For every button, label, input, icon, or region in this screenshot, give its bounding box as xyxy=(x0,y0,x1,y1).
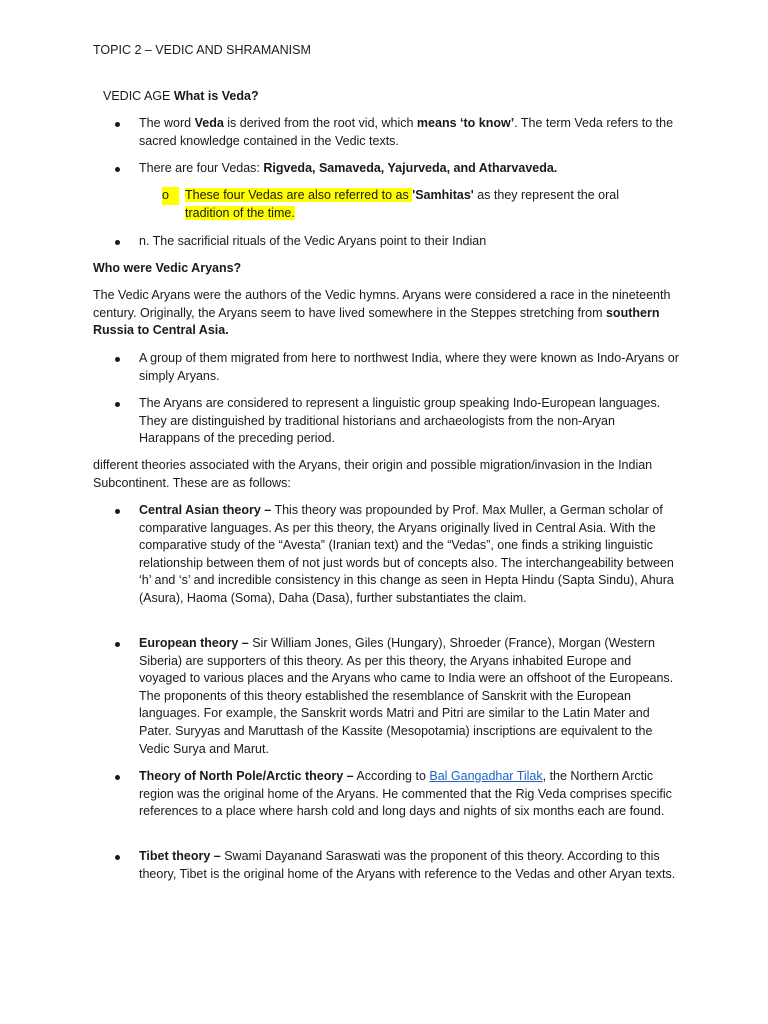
text: n. The sacrificial rituals of the Vedic Aryans point to their Indian xyxy=(139,234,487,248)
text: . The term Veda refers to the sacred knowledge contained in the Vedic texts. xyxy=(139,116,674,148)
bold-text: Veda xyxy=(194,116,224,130)
theories-intro-paragraph: different theories associated with the Aryans, their origin and possible migration/invasion in the Indian Subcontinent. These are as follows: xyxy=(93,458,653,490)
bullet-dot xyxy=(115,240,120,245)
theory-text: Sir William Jones, Giles (Hungary), Shroeder (France), Morgan (Western Siberia) are supporters of this theory. As per this theory, the Aryans inhabited Europe and voyaged to various places and the Aryans who came to India were an offshoot of the Europeans. The proponents of this theory established the resemblance of Sanskrit with the European languages. For example, the Sanskrit words Matri and Pitri are similar to the Latin Mater and Pater. Suryyas and Maruttash of the Kassite (Mesopotamia) inscriptions are equivalent to the Vedic Surya and Marut. xyxy=(139,636,674,756)
vedic-aryans-paragraph xyxy=(93,287,678,340)
vedic-age-heading xyxy=(103,88,688,106)
bullet-dot xyxy=(115,122,120,127)
heading-bold-text: What is Veda? xyxy=(173,89,259,103)
text: The Vedic Aryans were the authors of the Vedic hymns. Aryans were considered a race in the nineteenth century. Originally, the Aryans seem to have lived somewhere in the Steppes stretching from xyxy=(93,288,671,320)
theory-text: , the Northern Arctic region was the original home of the Aryans. He commented that the Rig Veda comprises specific references to a place where harsh cold and long days and nights of six months each are found. xyxy=(139,769,672,819)
theory-text: According to xyxy=(353,769,430,783)
tilak-link[interactable]: Bal Gangadhar Tilak xyxy=(429,769,543,783)
theory-arctic xyxy=(139,768,679,821)
bold-text: Rigveda, Samaveda, Yajurveda, and Atharvaveda. xyxy=(263,161,558,175)
vedic-aryans-heading xyxy=(93,260,678,278)
text: is derived from the root vid, which xyxy=(223,116,417,130)
highlighted-text: tradition of the time. xyxy=(185,205,295,220)
theory-title: Central Asian theory – xyxy=(139,503,272,517)
theory-tibet xyxy=(139,848,679,883)
document-header: TOPIC 2 – VEDIC AND SHRAMANISM xyxy=(93,43,311,57)
bullet-dot xyxy=(115,402,120,407)
theory-central-asian xyxy=(139,502,679,608)
sub-bullet-marker: o xyxy=(162,187,179,205)
bullet-dot xyxy=(115,855,120,860)
theory-title: Theory of North Pole/Arctic theory – xyxy=(139,769,354,783)
bullet-dot xyxy=(115,167,120,172)
bullet-item-linguistic-group xyxy=(139,395,679,448)
theory-text: Swami Dayanand Saraswati was the proponent of this theory. According to this theory, Tibet is the original home of the Aryans with reference to the Vedas and other Aryan texts. xyxy=(139,849,676,881)
bullet-dot xyxy=(115,357,120,362)
text: as they represent the oral xyxy=(473,188,619,202)
bullet-item-sacrificial-rituals xyxy=(139,233,679,251)
highlighted-text: These four Vedas are also referred to as xyxy=(185,188,413,202)
heading-plain-text: VEDIC AGE xyxy=(103,89,174,103)
text: A group of them migrated from here to northwest India, where they were known as Indo-Aryans or simply Aryans. xyxy=(139,351,679,383)
bullet-item-migration xyxy=(139,350,679,385)
text: The word xyxy=(139,116,195,130)
bold-text: means ‘to know’ xyxy=(416,116,515,130)
theory-title: Tibet theory – xyxy=(139,849,221,863)
bullet-item-four-vedas xyxy=(139,160,679,178)
theory-text: This theory was propounded by Prof. Max Muller, a German scholar of comparative languages. As per this theory, the Aryans originally lived in Central Asia. With the comparative study of the “Avesta” (Iranian text) and the “Vedas”, one finds a striking linguistic relationship between them of not just words but of concepts also. The interchangeability between ‘h’ and ‘s’ and incredible consistency in this change as seen in Hepta Hindu (Sapta Sindu), Ahura (Asura), Haoma (Soma), Daha (Dasa), further substantiates the claim. xyxy=(139,503,674,605)
sub-bullet-samhitas xyxy=(162,187,645,222)
theory-title: European theory – xyxy=(139,636,249,650)
bold-text: Who were Vedic Aryans? xyxy=(93,261,242,275)
theory-european xyxy=(139,635,679,758)
bold-text: 'Samhitas' xyxy=(412,188,474,202)
text: There are four Vedas: xyxy=(139,161,264,175)
text: The Aryans are considered to represent a linguistic group speaking Indo-European languages. They are distinguished by traditional historians and archaeologists from the non-Aryan Harappans of the preceding period. xyxy=(139,396,661,446)
bullet-dot xyxy=(115,642,120,647)
bold-text: southern Russia to Central Asia. xyxy=(93,305,660,338)
bullet-dot xyxy=(115,775,120,780)
bullet-dot xyxy=(115,509,120,514)
bullet-item-veda-meaning xyxy=(139,115,679,150)
